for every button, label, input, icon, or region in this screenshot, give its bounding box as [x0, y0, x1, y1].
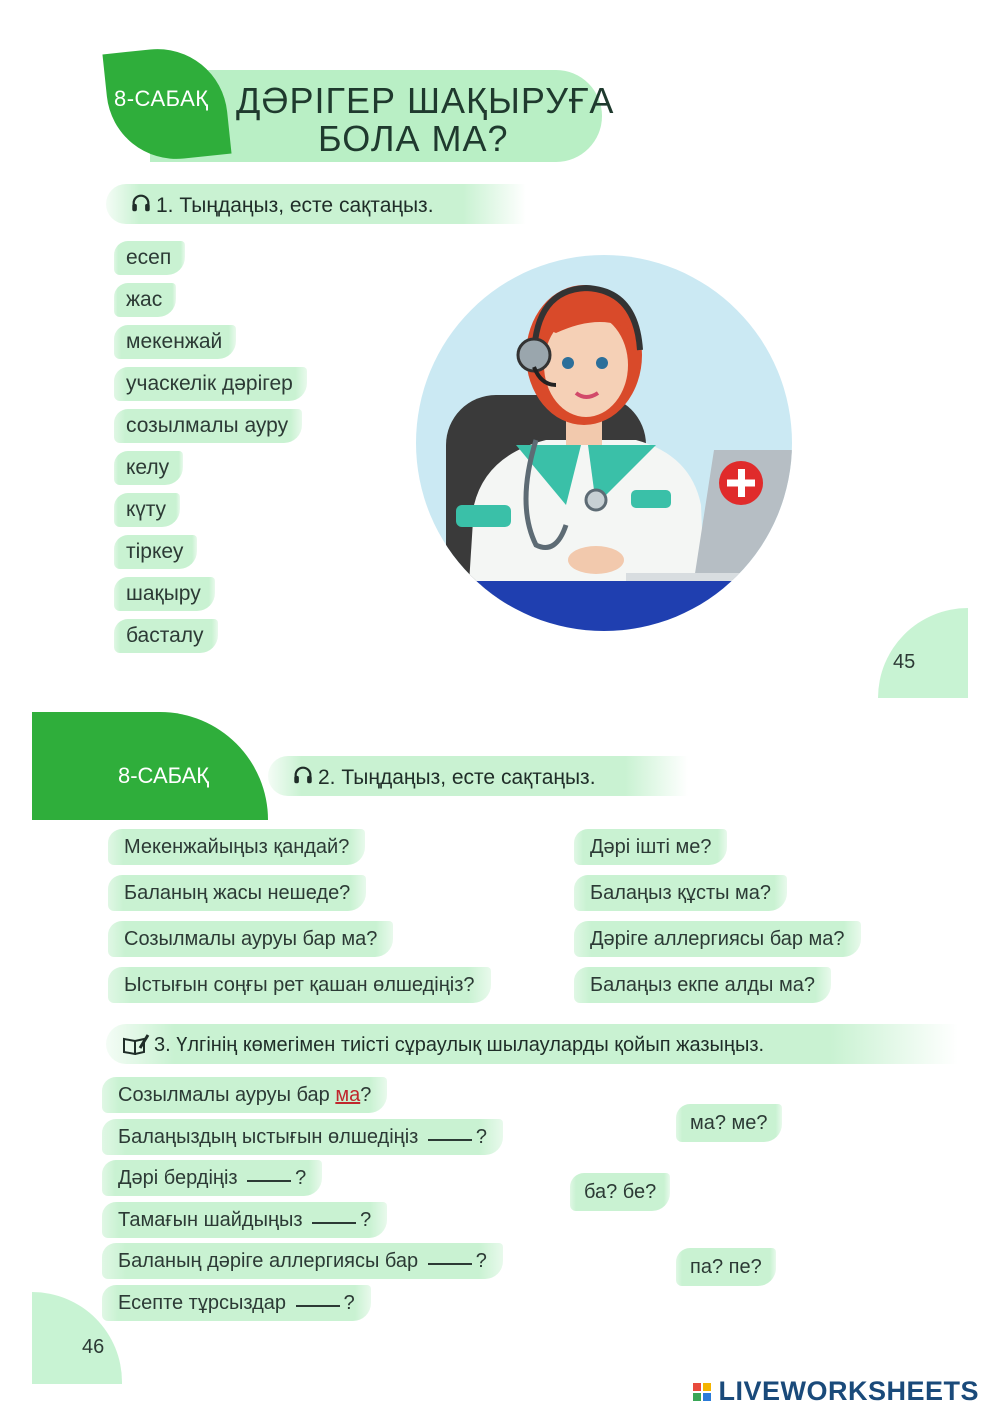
page-number: 45 [893, 651, 916, 673]
task1-instruction: 1. Тыңдаңыз, есте сақтаңыз. [156, 194, 434, 217]
exercise-text: Тамағын шайдыңыз [118, 1209, 303, 1231]
exercise-item [102, 1077, 387, 1113]
phrase-item: Балаңыз екпе алды ма? [574, 967, 831, 1003]
eye-shape [562, 357, 574, 369]
exercise-item [102, 1202, 387, 1238]
headphones-icon [130, 192, 152, 212]
exercise-item [102, 1243, 503, 1279]
lesson-label: 8-САБАҚ [118, 763, 210, 788]
doctor-illustration [416, 255, 792, 631]
stethoscope-chest [586, 490, 606, 510]
exercise-item [102, 1119, 503, 1155]
vocab-word: есеп [114, 241, 185, 275]
exercise-text: Созылмалы ауруы бар [118, 1084, 330, 1106]
desk-shape [416, 581, 792, 631]
answer-blank[interactable] [296, 1305, 340, 1307]
task3-bar [106, 1024, 958, 1064]
book-pencil-icon [122, 1033, 150, 1055]
eye-shape [596, 357, 608, 369]
phrase-item: Дәрі ішті ме? [574, 829, 727, 865]
exercise-text: Есепте тұрсыздар [118, 1292, 286, 1314]
exercise-text: Дәрі бердіңіз [118, 1167, 238, 1189]
answer-blank[interactable] [312, 1222, 356, 1224]
particle-option: ба? бе? [570, 1173, 670, 1211]
page-title-line2: БОЛА МА? [318, 118, 509, 159]
exercise-text: Баланың дәріге аллергиясы бар [118, 1250, 419, 1272]
vocab-word: мекенжай [114, 325, 236, 359]
question-mark: ? [295, 1167, 307, 1189]
question-mark: ? [475, 1126, 487, 1148]
page-title-line1: ДӘРІГЕР ШАҚЫРУҒА [236, 80, 615, 121]
task3-instruction: 3. Үлгінің көмегімен тиісті сұраулық шылауларды қойып жазыңыз. [154, 1034, 765, 1056]
phrase-item: Созылмалы ауруы бар ма? [108, 921, 393, 957]
vocab-word: созылмалы ауру [114, 409, 302, 443]
answer-blank[interactable] [428, 1263, 472, 1265]
question-mark: ? [343, 1292, 355, 1314]
vocab-word: шақыру [114, 577, 215, 611]
vocab-word: тіркеу [114, 535, 197, 569]
liveworksheets-logo-icon [692, 1382, 714, 1402]
task2-bar [268, 756, 688, 796]
task2-instruction: 2. Тыңдаңыз, есте сақтаңыз. [318, 766, 596, 789]
liveworksheets-brand: LIVEWORKSHEETS [718, 1376, 979, 1406]
lesson-label: 8-САБАҚ [114, 86, 209, 111]
question-mark: ? [475, 1250, 487, 1272]
headphones-icon [292, 764, 314, 784]
sleeve-cuff [456, 505, 511, 527]
exercise-item [102, 1285, 371, 1321]
vocab-word: басталу [114, 619, 218, 653]
liveworksheets-logo [692, 1376, 979, 1408]
answer-blank[interactable] [428, 1139, 472, 1141]
phrase-item: Мекенжайыңыз қандай? [108, 829, 365, 865]
phrase-item: Ыстығын соңғы рет қашан өлшедіңіз? [108, 967, 491, 1003]
particle-option: ма? ме? [676, 1104, 782, 1142]
page-number-tab [878, 608, 968, 698]
phrase-item: Баланың жасы нешеде? [108, 875, 366, 911]
vocab-word: учаскелік дәрігер [114, 367, 307, 401]
question-mark: ? [360, 1084, 372, 1106]
hand-shape [568, 546, 624, 574]
question-mark: ? [360, 1209, 372, 1231]
particle-option: па? пе? [676, 1248, 776, 1286]
example-answer: ма [335, 1084, 361, 1106]
sleeve-cuff [631, 490, 671, 508]
vocab-word: жас [114, 283, 176, 317]
vocab-word: күту [114, 493, 180, 527]
phrase-item: Дәріге аллергиясы бар ма? [574, 921, 861, 957]
exercise-text: Балаңыздың ыстығын өлшедіңіз [118, 1126, 419, 1148]
exercise-item [102, 1160, 322, 1196]
answer-blank[interactable] [247, 1180, 291, 1182]
headset-earpiece [518, 339, 550, 371]
vocab-word: келу [114, 451, 183, 485]
task1-bar [106, 184, 526, 224]
phrase-item: Балаңыз құсты ма? [574, 875, 787, 911]
page-number: 46 [82, 1336, 105, 1358]
